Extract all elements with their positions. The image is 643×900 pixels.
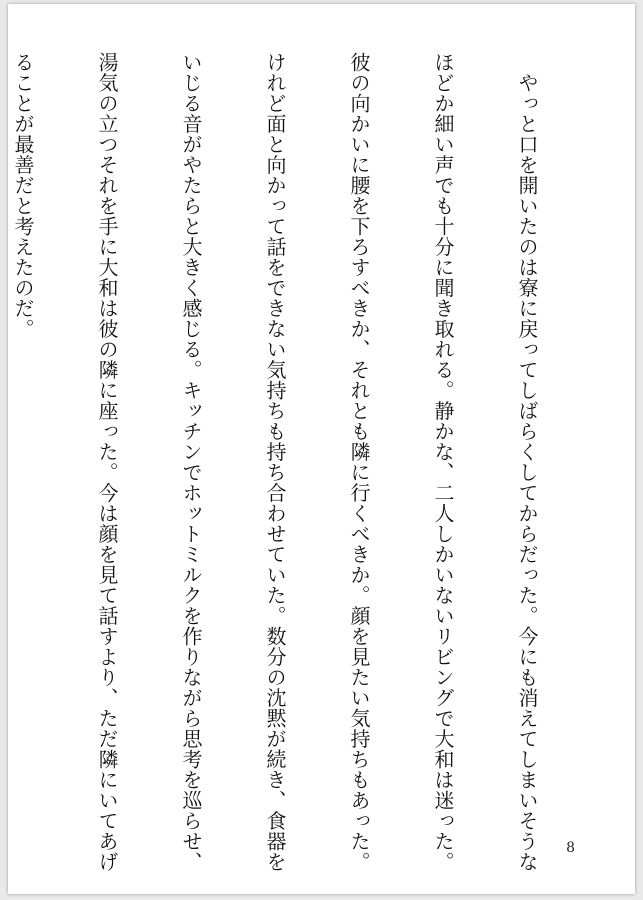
text-column: いじる音がやたらと大きく感じる。キッチンでホットミルクを作りながら思考を巡らせ、: [179, 52, 203, 872]
text-column: 湯気の立つそれを手に大和は彼の隣に座った。今は顔を見て話すより、ただ隣にいてあげ: [95, 52, 119, 872]
document-page: [8, 4, 635, 894]
vertical-text-body: [0, 52, 597, 872]
text-column: ほどか細い声でも十分に聞き取れる。静かな、二人しかいないリビングで大和は迷った。: [431, 52, 455, 872]
text-column: けれど面と向かって話をできない気持ちも持ち合わせていた。数分の沈黙が続き、食器を: [263, 52, 287, 872]
page-number: 8: [566, 840, 575, 856]
text-column: ることが最善だと考えたのだ。: [11, 52, 35, 339]
text-column: 彼の向かいに腰を下ろすべきか、それとも隣に行くべきか。顔を見たい気持ちもあった。: [347, 52, 371, 872]
text-column: やっと口を開いたのは寮に戻ってしばらくしてからだった。今にも消えてしまいそうな: [515, 52, 539, 872]
